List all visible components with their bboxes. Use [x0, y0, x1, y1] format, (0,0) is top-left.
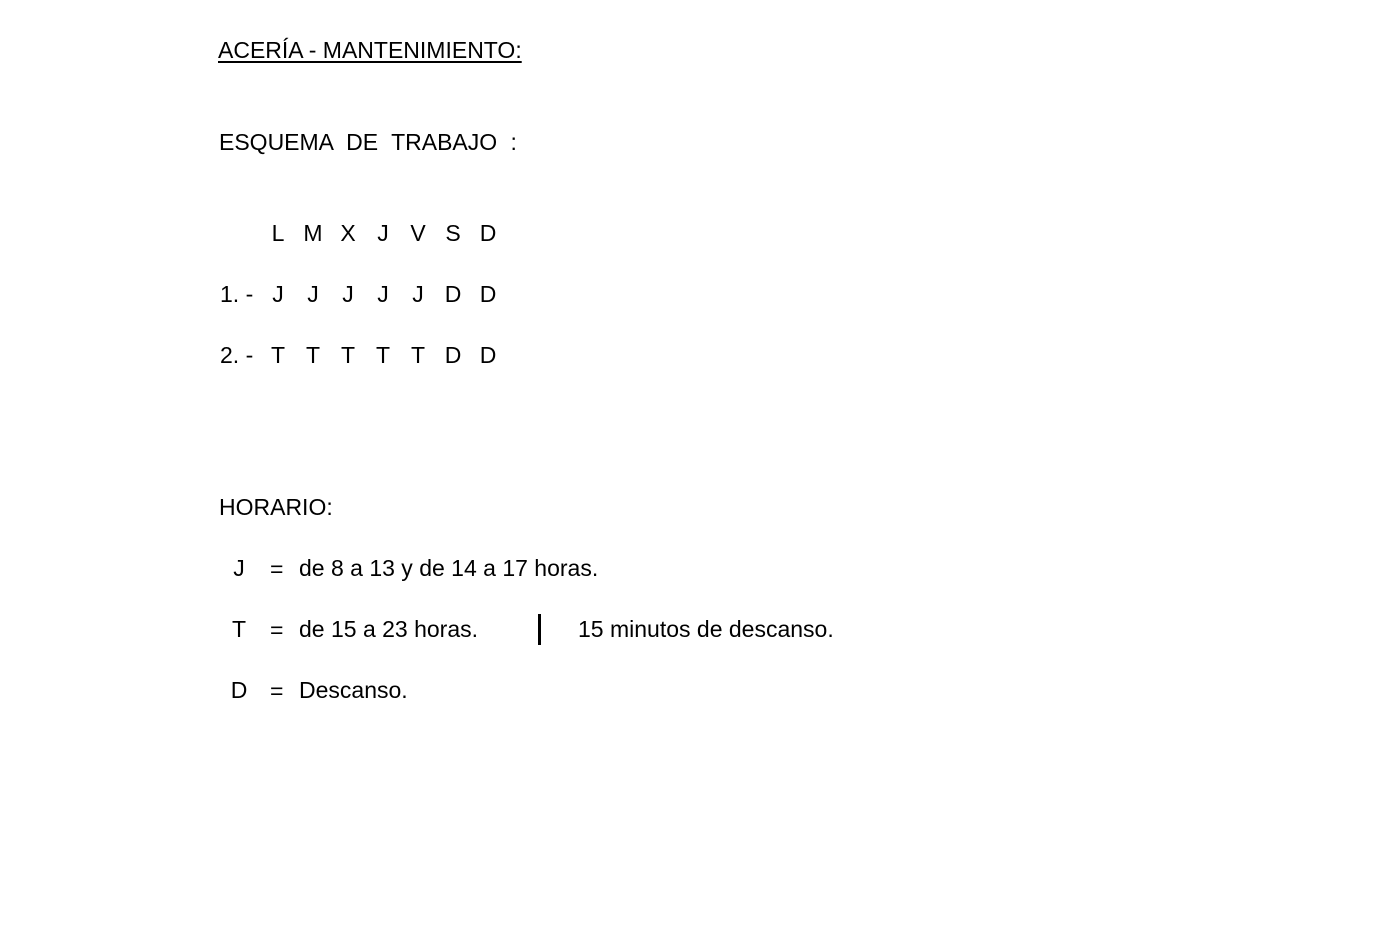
day-header-cell: M	[303, 220, 323, 246]
legend-key: D	[230, 677, 248, 703]
document-title: ACERÍA - MANTENIMIENTO:	[218, 37, 522, 63]
schedule-cell: D	[444, 342, 462, 368]
legend-equals: =	[270, 617, 284, 643]
schedule-cell: J	[342, 281, 354, 307]
legend-key: T	[231, 616, 247, 642]
schedule-cell: T	[340, 342, 356, 368]
schedule-cell: T	[270, 342, 286, 368]
schedule-cell: J	[377, 281, 389, 307]
day-header-cell: S	[445, 220, 461, 246]
legend-key: J	[233, 555, 245, 581]
schedule-cell: J	[272, 281, 284, 307]
legend-description: de 15 a 23 horas.	[299, 616, 479, 642]
day-header-cell: D	[479, 220, 497, 246]
schedule-cell: T	[375, 342, 391, 368]
schedule-cell: J	[307, 281, 319, 307]
legend-equals: =	[270, 678, 284, 704]
day-header-cell: X	[340, 220, 356, 246]
schedule-cell: J	[412, 281, 424, 307]
schedule-cell: T	[305, 342, 321, 368]
day-header-cell: J	[377, 220, 389, 246]
schedule-cell: D	[479, 281, 497, 307]
legend-description: de 8 a 13 y de 14 a 17 horas.	[299, 555, 599, 581]
schedule-cell: D	[444, 281, 462, 307]
legend-equals: =	[270, 556, 284, 582]
work-scheme-heading: ESQUEMA DE TRABAJO :	[219, 129, 517, 155]
vertical-separator	[538, 614, 541, 645]
day-header-cell: L	[271, 220, 285, 246]
schedule-row-label: 2. -	[220, 342, 254, 368]
schedule-hours-heading: HORARIO:	[219, 494, 333, 520]
legend-note: 15 minutos de descanso.	[578, 616, 834, 642]
day-header-cell: V	[410, 220, 426, 246]
schedule-cell: T	[410, 342, 426, 368]
schedule-cell: D	[479, 342, 497, 368]
legend-description: Descanso.	[299, 677, 408, 703]
schedule-row-label: 1. -	[220, 281, 254, 307]
